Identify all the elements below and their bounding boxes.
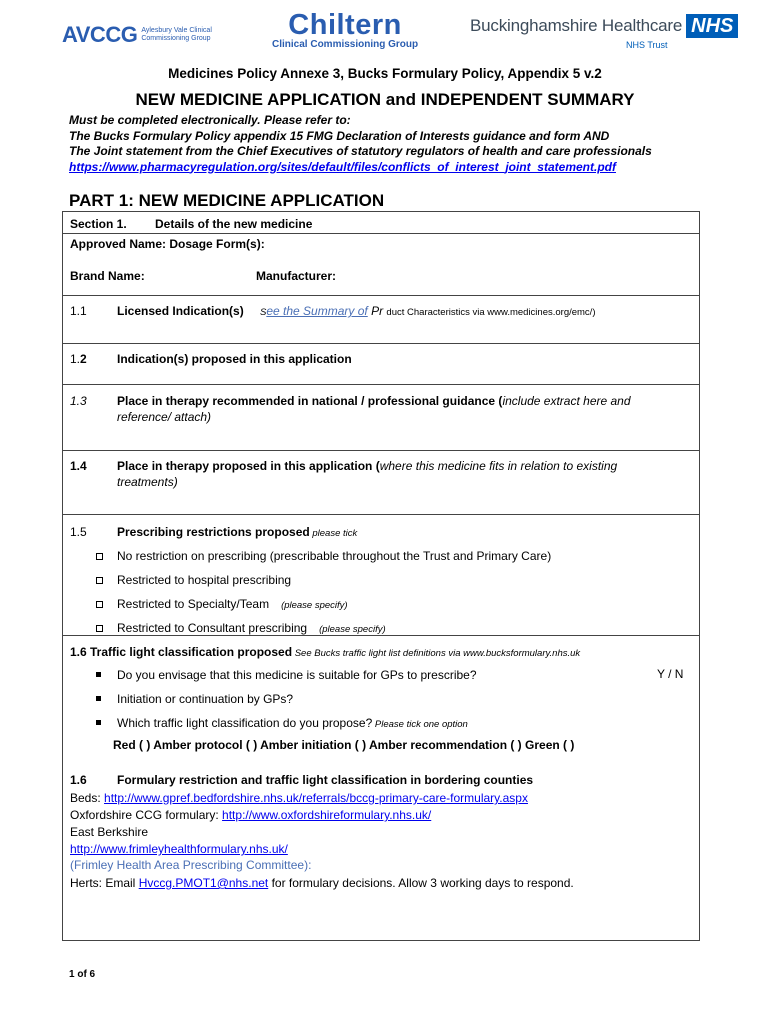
- proposed-place-label-line2: treatments): [117, 475, 178, 489]
- prescribing-restrictions-row: [63, 515, 699, 636]
- section-number-part: 1.: [70, 352, 81, 366]
- consultant-prescribing-option-label: Restricted to Consultant prescribing: [117, 621, 308, 635]
- smpc-note-prefix: S: [260, 307, 267, 318]
- bullet-icon: [96, 696, 101, 701]
- national-guidance-row[interactable]: [63, 385, 699, 451]
- instruction-line: The Bucks Formulary Policy appendix 15 FMG Declaration of Interests guidance and form AND: [69, 128, 610, 143]
- no-restriction-option: No restriction on prescribing (prescribable throughout the Trust and Primary Care): [117, 549, 552, 563]
- classification-question-text: Which traffic light classification do you propose?: [117, 716, 373, 730]
- beds-formulary-link[interactable]: http://www.gpref.bedfordshire.nhs.uk/referrals/bccg-primary-care-formulary.aspx: [104, 791, 528, 805]
- consultant-prescribing-option: [117, 621, 386, 635]
- proposed-indication-label: Indication(s) proposed in this application: [117, 352, 352, 366]
- instruction-line: Must be completed electronically. Please refer to:: [69, 113, 351, 127]
- gp-suitability-question: Do you envisage that this medicine is suitable for GPs to prescribe?: [117, 668, 477, 682]
- specialty-team-note: (please specify): [281, 600, 348, 611]
- traffic-light-label: 1.6 Traffic light classification proposed: [70, 645, 293, 659]
- prescribing-restrictions-label-bold: Prescribing restrictions proposed: [117, 525, 310, 539]
- section-header-row: [63, 212, 699, 234]
- avccg-logo-mark: AVCCG: [62, 22, 138, 47]
- frimley-note: (Frimley Health Area Prescribing Committee):: [70, 858, 312, 872]
- oxfordshire-label: Oxfordshire CCG formulary:: [70, 808, 223, 822]
- proposed-indication-row[interactable]: [63, 344, 699, 385]
- bullet-icon: [96, 720, 101, 725]
- national-guidance-label-bold: Place in therapy recommended in national / professional guidance (: [117, 394, 503, 408]
- chiltern-logo: [272, 10, 418, 50]
- section-number: 1.6: [70, 773, 87, 787]
- smpc-link[interactable]: ee the Summary of: [266, 304, 368, 318]
- avccg-logo-subtitle: Aylesbury Vale Clinical Commissioning Group: [141, 27, 212, 42]
- licensed-indication-label: Licensed Indication(s): [117, 304, 244, 318]
- manufacturer-label: Manufacturer:: [256, 269, 337, 283]
- bordering-counties-label: Formulary restriction and traffic light classification in bordering counties: [117, 773, 534, 787]
- proposed-place-label-italic: where this medicine fits in relation to existing: [379, 459, 618, 473]
- traffic-light-row: [63, 636, 699, 766]
- bucks-logo-name: Buckinghamshire Healthcare: [470, 16, 683, 35]
- brand-name-label: Brand Name:: [70, 269, 145, 283]
- bucks-logo-trust: NHS Trust: [626, 40, 668, 50]
- bucks-healthcare-logo: [470, 14, 738, 50]
- east-berkshire-label: East Berkshire: [70, 825, 149, 839]
- bullet-icon: [96, 672, 101, 677]
- no-restriction-checkbox[interactable]: [96, 553, 103, 560]
- licensed-indication-row[interactable]: [63, 296, 699, 344]
- proposed-place-label-bold: Place in therapy proposed in this application (: [117, 459, 380, 473]
- oxfordshire-formulary-link[interactable]: http://www.oxfordshireformulary.nhs.uk/: [222, 808, 432, 822]
- hospital-prescribing-option: Restricted to hospital prescribing: [117, 573, 292, 587]
- traffic-light-options[interactable]: Red ( ) Amber protocol ( ) Amber initiation ( ) Amber recommendation ( ) Green ( ): [113, 738, 575, 752]
- traffic-light-heading: [70, 645, 580, 659]
- chiltern-logo-mark: Chiltern: [288, 9, 402, 41]
- frimley-formulary-link[interactable]: http://www.frimleyhealthformulary.nhs.uk/: [70, 842, 288, 856]
- prescribing-restrictions-note: please tick: [309, 528, 358, 539]
- smpc-note-suffix: duct Characteristics via www.medicines.org/emc/): [386, 307, 596, 318]
- national-guidance-label-italic: include extract here and: [502, 394, 631, 408]
- bordering-counties-row: [63, 766, 699, 941]
- beds-label: Beds:: [70, 791, 105, 805]
- hospital-prescribing-checkbox[interactable]: [96, 577, 103, 584]
- chiltern-logo-subtitle: Clinical Commissioning Group: [272, 39, 419, 50]
- approved-name-label: Approved Name: Dosage Form(s):: [70, 237, 265, 251]
- national-guidance-label-line2: reference/ attach): [117, 410, 212, 424]
- classification-question: [117, 716, 468, 730]
- oxfordshire-formulary: [70, 808, 431, 822]
- instructions: [69, 113, 729, 175]
- section-title: Details of the new medicine: [155, 217, 313, 231]
- avccg-logo: [62, 22, 231, 48]
- proposed-place-row[interactable]: [63, 451, 699, 515]
- part-title: PART 1: NEW MEDICINE APPLICATION: [69, 191, 385, 210]
- instruction-line: The Joint statement from the Chief Executives of statutory regulators of health and care professionals: [69, 144, 652, 158]
- prescribing-restrictions-label: [117, 525, 357, 539]
- section-number: 1.5: [70, 525, 87, 539]
- traffic-light-note: See Bucks traffic light list definitions via www.bucksformulary.nhs.uk: [292, 648, 581, 659]
- national-guidance-label: [117, 394, 631, 408]
- section-number: 1.3: [70, 394, 87, 408]
- document-subtitle: Medicines Policy Annexe 3, Bucks Formulary Policy, Appendix 5 v.2: [168, 66, 602, 81]
- section-number-part: 2: [80, 352, 87, 366]
- consultant-prescribing-checkbox[interactable]: [96, 625, 103, 632]
- section-label: Section 1.: [70, 217, 127, 231]
- proposed-place-label: [117, 459, 617, 473]
- beds-formulary: [70, 791, 528, 805]
- gp-suitability-yes-no[interactable]: Y / N: [657, 667, 684, 681]
- herts-suffix: for formulary decisions. Allow 3 working days to respond.: [268, 876, 574, 890]
- medicine-details-row[interactable]: [63, 234, 699, 296]
- specialty-team-checkbox[interactable]: [96, 601, 103, 608]
- section-number: 1.1: [70, 304, 87, 318]
- application-form: [62, 211, 700, 941]
- specialty-team-option: [117, 597, 348, 611]
- document-title: NEW MEDICINE APPLICATION and INDEPENDENT SUMMARY: [135, 90, 635, 109]
- classification-question-note: Please tick one option: [372, 719, 468, 730]
- herts-email-link[interactable]: Hvccg.PMOT1@nhs.net: [138, 876, 269, 890]
- joint-statement-link[interactable]: https://www.pharmacyregulation.org/sites/default/files/conflicts_of_interest_joint_statement.pdf: [69, 159, 616, 174]
- gp-initiation-question: Initiation or continuation by GPs?: [117, 692, 294, 706]
- nhs-logo: NHS: [686, 14, 738, 38]
- smpc-note: [260, 304, 596, 318]
- herts-formulary: [70, 876, 574, 890]
- smpc-note-mid: Pr: [367, 304, 384, 318]
- herts-prefix: Herts: Email: [70, 876, 139, 890]
- specialty-team-option-label: Restricted to Specialty/Team: [117, 597, 270, 611]
- section-number: 1.4: [70, 459, 87, 473]
- page-number: 1 of 6: [69, 969, 96, 980]
- section-number: [70, 352, 87, 366]
- consultant-prescribing-note: (please specify): [319, 624, 386, 635]
